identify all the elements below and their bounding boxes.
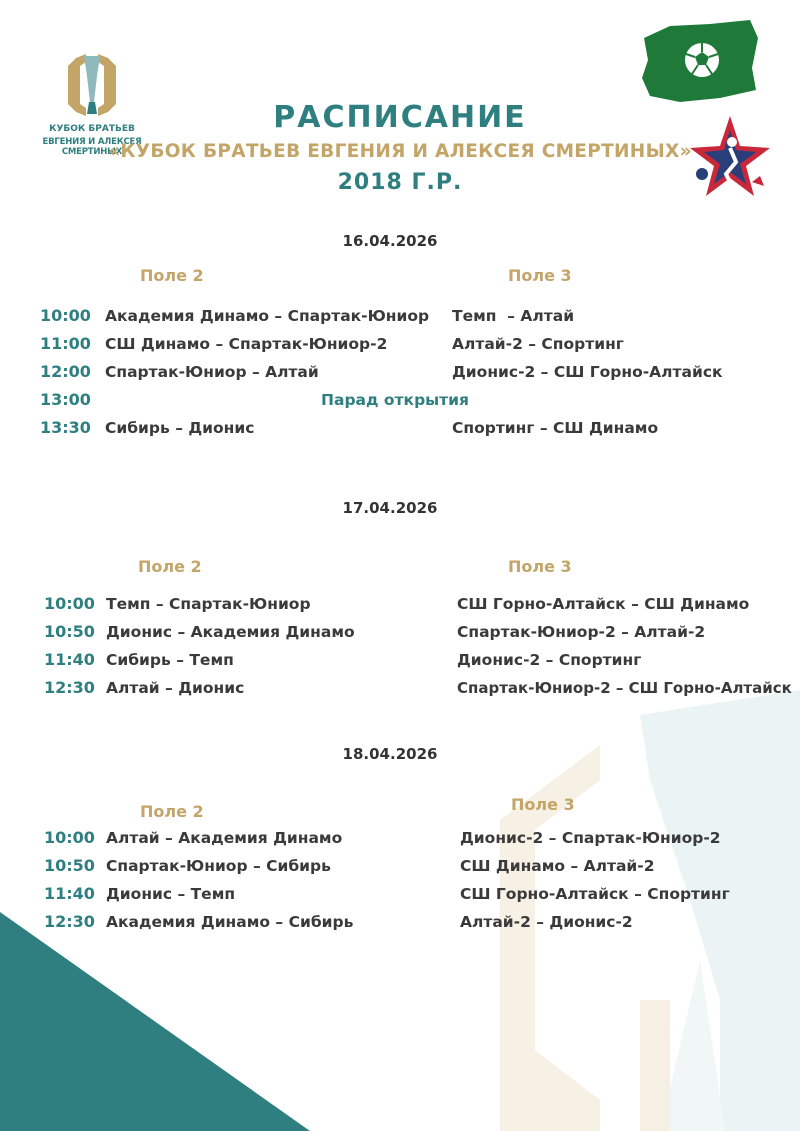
field-right-label: Поле 3: [511, 795, 575, 814]
day-date: 18.04.2026: [342, 745, 438, 763]
match-time: 10:00: [40, 306, 91, 325]
match-field-3: СШ Динамо – Алтай-2: [460, 857, 655, 875]
page-title: РАСПИСАНИЕ: [273, 100, 527, 135]
field-left-label: Поле 2: [140, 802, 204, 821]
match-field-2: Сибирь – Дионис: [105, 419, 255, 437]
match-field-3: Темп – Алтай: [452, 307, 575, 325]
age-group: 2018 Г.Р.: [337, 170, 463, 195]
match-field-2: Спартак-Юниор – Сибирь: [106, 857, 331, 875]
field-left-label: Поле 2: [138, 557, 202, 576]
star-player-badge-icon: [690, 112, 770, 212]
day-date: 17.04.2026: [342, 499, 438, 517]
soccer-ball-badge-icon: [640, 18, 760, 103]
match-field-3: СШ Горно-Алтайск – СШ Динамо: [457, 595, 750, 613]
match-field-2: Темп – Спартак-Юниор: [106, 595, 311, 613]
field-left-label: Поле 2: [140, 266, 204, 285]
match-time: 11:00: [40, 334, 91, 353]
match-time: 10:50: [44, 856, 95, 875]
match-time: 12:00: [40, 362, 91, 381]
match-time: 10:50: [44, 622, 95, 641]
match-field-3: Алтай-2 – Дионис-2: [460, 913, 633, 931]
opening-parade: Парад открытия: [321, 391, 469, 409]
logo-text-line1: КУБОК БРАТЬЕВ: [49, 124, 135, 134]
match-time: 12:30: [44, 912, 95, 931]
day-date: 16.04.2026: [342, 232, 438, 250]
match-field-3: Алтай-2 – Спортинг: [452, 335, 624, 353]
match-field-3: Дионис-2 – СШ Горно-Алтайск: [452, 363, 723, 381]
match-field-2: Дионис – Академия Динамо: [106, 623, 355, 641]
match-field-3: Спартак-Юниор-2 – Алтай-2: [457, 623, 706, 641]
match-field-3: СШ Горно-Алтайск – Спортинг: [460, 885, 730, 903]
match-field-3: Спортинг – СШ Динамо: [452, 419, 659, 437]
match-time: 10:00: [44, 828, 95, 847]
logo-text-line2: ЕВГЕНИЯ И АЛЕКСЕЯ СМЕРТИНЫХ: [42, 137, 142, 157]
match-field-2: Алтай – Академия Динамо: [106, 829, 343, 847]
match-field-3: Дионис-2 – Спортинг: [457, 651, 642, 669]
match-field-2: Академия Динамо – Сибирь: [106, 913, 354, 931]
teal-corner-triangle: [0, 912, 310, 1131]
tournament-name: «КУБОК БРАТЬЕВ ЕВГЕНИЯ И АЛЕКСЕЯ СМЕРТИНЫХ»: [108, 141, 692, 162]
match-field-3: Спартак-Юниор-2 – СШ Горно-Алтайск: [457, 679, 792, 697]
field-right-label: Поле 3: [508, 266, 572, 285]
field-right-label: Поле 3: [508, 557, 572, 576]
match-field-3: Дионис-2 – Спартак-Юниор-2: [460, 829, 721, 847]
match-time: 11:40: [44, 650, 95, 669]
match-time: 13:00: [40, 390, 91, 409]
match-time: 10:00: [44, 594, 95, 613]
match-field-2: Спартак-Юниор – Алтай: [105, 363, 319, 381]
cup-watermark: [500, 690, 800, 1131]
match-field-2: Сибирь – Темп: [106, 651, 234, 669]
match-field-2: Дионис – Темп: [106, 885, 236, 903]
match-field-2: Академия Динамо – Спартак-Юниор: [105, 307, 430, 325]
match-time: 11:40: [44, 884, 95, 903]
match-field-2: Алтай – Дионис: [106, 679, 245, 697]
match-time: 12:30: [44, 678, 95, 697]
match-field-2: СШ Динамо – Спартак-Юниор-2: [105, 335, 388, 353]
match-time: 13:30: [40, 418, 91, 437]
